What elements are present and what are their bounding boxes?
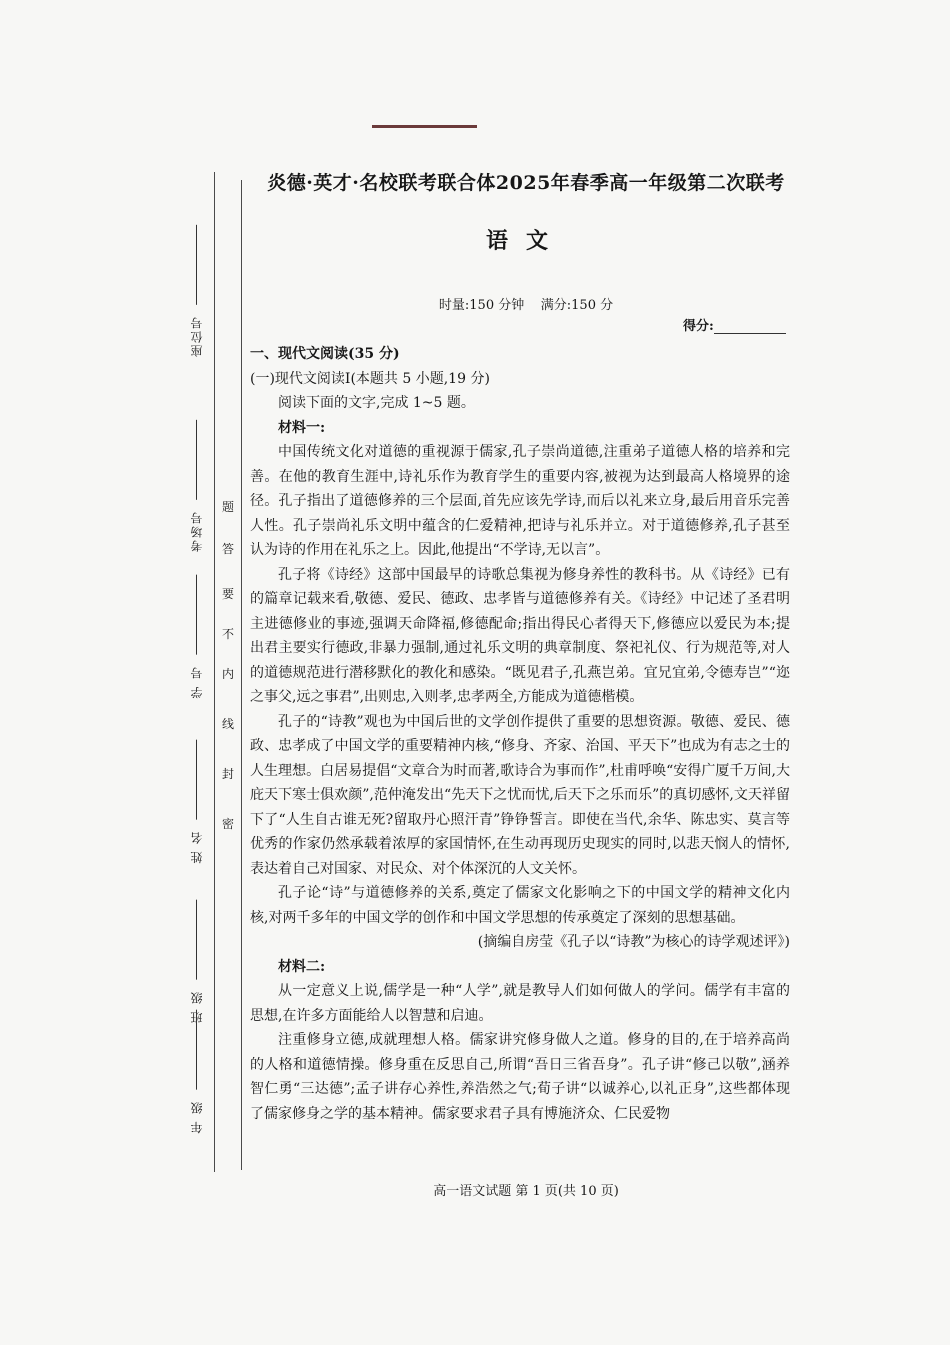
- score-box[interactable]: [683, 315, 786, 334]
- exam-info: [262, 294, 790, 313]
- question-content: [250, 342, 790, 1126]
- student-number-label: 学 号: [190, 664, 204, 699]
- seal-char: 封: [222, 767, 235, 781]
- source-citation: (摘编自房莹《孔子以“诗教”为核心的诗学观述评》): [477, 934, 790, 950]
- paragraph: 孔子的“诗教”观也为中国后世的文学创作提供了重要的思想资源。敬德、爱民、德政、忠孝成了中国文学的重要精神内核,“修身、齐家、治国、平天下”也成为有志之士的人生理想。白居易提倡“文章合为时而著,歌诗合为事而作”,杜甫呼唤“安得广厦千万间,大庇天下寒士俱欢颜”,范仲淹发出“先天下之忧而忧,后天下之乐而乐”的真切感怀,文天祥留下了“人生自古谁无死?留取丹心照汗青”铮铮誓言。即使在当代,余华、陈忠实、莫言等优秀的作家仍然承载着浓厚的家国情怀,在生动再现历史现实的同时,以悲天悯人的情怀,表达着自己对国家、对民众、对个体深沉的人文关怀。: [250, 713, 790, 877]
- seal-char: 题: [222, 500, 235, 514]
- time-limit: 时量:150 分钟: [438, 298, 525, 313]
- class-field[interactable]: [188, 900, 210, 1024]
- part-heading: (一)现代文阅读Ⅰ(本题共 5 小题,19 分): [250, 370, 490, 387]
- seal-char: 要: [222, 587, 235, 601]
- paragraph: 孔子将《诗经》这部中国最早的诗歌总集视为修身养性的教科书。从《诗经》已有的篇章记载来看,敬德、爱民、德政、忠孝皆与道德修养有关。《诗经》中记述了圣君明主进德修业的事迹,强调天命降福,修德配命;指出得民心者得天下,修德应以爱民为本;提出君主要实行德政,非暴力强制,通过礼乐文明的典章制度、祭祀礼仪、行为规范等,对人的道德规范进行潜移默化的教化和感染。“既见君子,孔燕岂弟。宜兄宜弟,令德寿岂”“迩之事父,远之事君”,出则忠,入则孝,忠孝两全,方能成为道德楷模。: [250, 566, 790, 705]
- binding-line-outer: [214, 172, 215, 1172]
- seal-char: 不: [222, 627, 235, 641]
- name-label: 姓 名: [190, 829, 204, 864]
- subject-title: 语文: [485, 228, 566, 254]
- paragraph: 中国传统文化对道德的重视源于儒家,孔子崇尚道德,注重弟子道德人格的培养和完善。在他的教育生涯中,诗礼乐作为教育学生的重要内容,被视为达到最高人格境界的途径。孔子指出了道德修养的三个层面,首先应该先学诗,而后以礼来立身,最后用音乐完善人性。孔子崇尚礼乐文明中蕴含的仁爱精神,把诗与礼乐并立。对于道德修养,孔子甚至认为诗的作用在礼乐之上。因此,他提出“不学诗,无以言”。: [250, 444, 790, 558]
- exam-room-label: 考场号: [190, 509, 204, 552]
- page-footer: 高一语文试题 第 1 页(共 10 页): [433, 1184, 619, 1199]
- class-label: 班 级: [190, 989, 204, 1024]
- seat-number-field[interactable]: [188, 225, 210, 357]
- score-label: 得分:: [683, 319, 714, 334]
- top-decor-bar: [372, 125, 477, 128]
- instruction: 阅读下面的文字,完成 1~5 题。: [278, 395, 475, 411]
- paragraph: 从一定意义上说,儒学是一种“人学”,就是教导人们如何做人的学问。儒学有丰富的思想,在许多方面能给人以智慧和启迪。: [250, 983, 790, 1024]
- seal-char: 线: [222, 717, 235, 731]
- grade-field[interactable]: [188, 1010, 210, 1134]
- exam-room-field[interactable]: [188, 420, 210, 552]
- paragraph: 注重修身立德,成就理想人格。儒家讲究修身做人之道。修身的目的,在于培养高尚的人格和道德情操。修身重在反思自己,所谓“吾日三省吾身”。孔子讲“修己以敬”,涵养智仁勇“三达德”;孟子讲存心养性,养浩然之气;荀子讲“以诚养心,以礼正身”,这些都体现了儒家修身之学的基本精神。儒家要求君子具有博施济众、仁民爱物: [250, 1032, 790, 1122]
- full-score: 满分:150 分: [540, 298, 614, 313]
- name-field[interactable]: [188, 740, 210, 864]
- seal-char: 答: [222, 542, 235, 556]
- seal-char: 密: [222, 817, 235, 831]
- seal-char: 内: [222, 667, 235, 681]
- score-blank[interactable]: [714, 319, 786, 334]
- material-label: 材料一:: [278, 419, 326, 436]
- seat-number-label: 座位号: [190, 314, 204, 357]
- binding-line-inner: [241, 180, 242, 1170]
- exam-title: 炎德·英才·名校联考联合体2025年春季高一年级第二次联考: [267, 172, 785, 194]
- paragraph: 孔子论“诗”与道德修养的关系,奠定了儒家文化影响之下的中国文学的精神文化内核,对两千多年的中国文学的创作和中国文学思想的传承奠定了深刻的思想基础。: [250, 885, 790, 926]
- section-heading: 一、现代文阅读(35 分): [250, 346, 400, 362]
- grade-label: 年 级: [190, 1099, 204, 1134]
- student-number-field[interactable]: [188, 575, 210, 699]
- material-label: 材料二:: [278, 958, 326, 975]
